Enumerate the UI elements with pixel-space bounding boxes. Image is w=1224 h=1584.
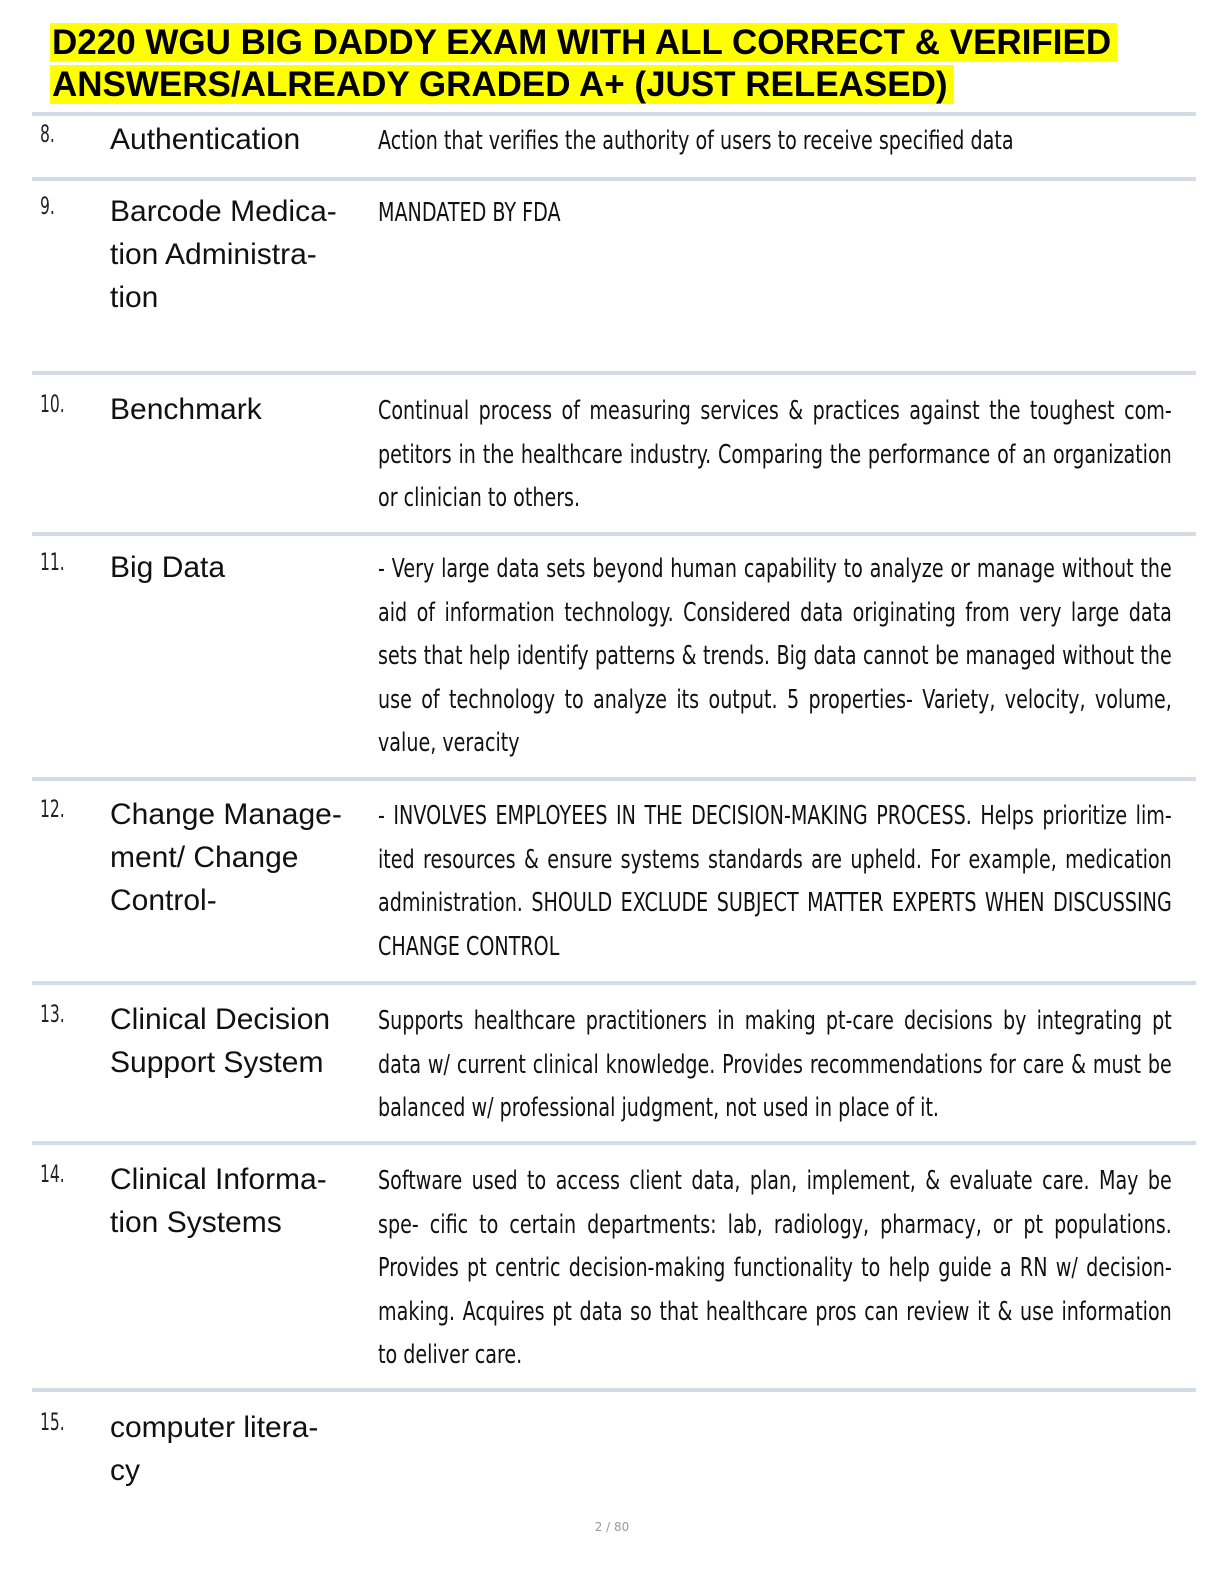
title-line-1: D220 WGU BIG DADDY EXAM WITH ALL CORRECT & VERIFIED [50,23,1117,62]
row-divider [32,177,1196,181]
row-divider [32,777,1196,781]
term-line: Support System [110,1046,324,1079]
entry-number: 15. [40,1408,65,1436]
document-title-banner [50,22,1117,106]
term-line: tion Administra- [110,238,317,271]
row-divider [32,1141,1196,1145]
term-line: tion Systems [110,1206,282,1239]
entry-number: 11. [40,548,65,576]
entry-definition: - INVOLVES EMPLOYEES IN THE DECISION-MAKING PROCESS. Helps prioritize lim- ited resources & ensure systems standards are upheld. For example, medication administration. SHOULD EXCLUDE SUBJECT MATTER EXPERTS WHEN DISCUSSING CHANGE CONTROL [378,801,1172,962]
entry-term [110,118,370,161]
entry-term [110,190,370,319]
term-line: cy [110,1454,140,1487]
entry-term [110,388,370,431]
entry-definition: Supports healthcare practitioners in making pt-care decisions by integrating pt data w/ current clinical knowledge. Provides recommendations for care & must be balanced w/ professional judgment, not used in place of it. [378,1006,1172,1123]
row-divider [32,1388,1196,1392]
row-divider [32,112,1196,116]
entry-number: 12. [40,795,65,823]
term-line: tion [110,281,159,314]
entry-term [110,998,370,1084]
row-divider [32,371,1196,375]
term-line: computer litera- [110,1411,319,1444]
entry-term [110,546,370,589]
entry-definition: - Very large data sets beyond human capability to analyze or manage without the aid of information technology. Considered data originating from very large data sets that help identify patterns & trends. Big data cannot be managed without the use of technology to analyze its output. 5 properties- Variety, velocity, volume, value, veracity [378,554,1172,758]
entry-definition: MANDATED BY FDA [378,198,561,228]
title-line-2: ANSWERS/ALREADY GRADED A+ (JUST RELEASED) [50,65,954,104]
entry-number: 9. [40,192,55,220]
term-line: Clinical Decision [110,1003,331,1036]
term-line: ment/ Change [110,841,299,874]
page-indicator: 2 / 80 [594,1520,630,1534]
term-line: Authentication [110,123,301,156]
entry-definition: Continual process of measuring services & practices against the toughest com- petitors in the healthcare industry. Comparing the performance of an organization or clinician to others. [378,396,1172,513]
term-line: Big Data [110,551,226,584]
entry-definition: Action that verifies the authority of users to receive specified data [378,126,1014,156]
term-line: Clinical Informa- [110,1163,327,1196]
term-line: Change Manage- [110,798,342,831]
term-line: Barcode Medica- [110,195,337,228]
term-line: Benchmark [110,393,262,426]
entry-term [110,793,370,922]
entry-number: 10. [40,390,65,418]
entry-number: 14. [40,1160,65,1188]
row-divider [32,532,1196,536]
term-line: Control- [110,884,217,917]
entry-number: 8. [40,120,55,148]
row-divider [32,981,1196,985]
entry-term [110,1406,370,1492]
entry-number: 13. [40,1000,65,1028]
entry-definition: Software used to access client data, plan, implement, & evaluate care. May be spe- cific to certain departments: lab, radiology, pharmacy, or pt populations. Provides pt centric decision-making functionality to help guide a RN w/ decision-making. Acquires pt data so that healthcare pros can review it & use information to deliver care. [378,1166,1172,1370]
entry-term [110,1158,370,1244]
